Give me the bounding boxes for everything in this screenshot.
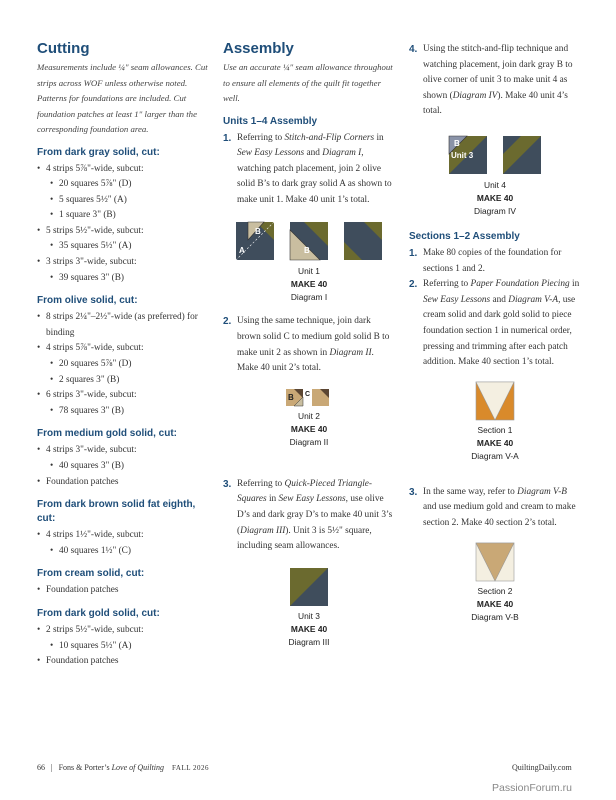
step-text: in bbox=[266, 494, 279, 505]
diagram-1-line3: Diagram I bbox=[290, 292, 328, 303]
step-ref: Sew Easy Lessons bbox=[237, 148, 305, 159]
cut-subitem: • 40 squares 1½" (C) bbox=[50, 544, 209, 560]
assembly-column bbox=[223, 40, 395, 649]
step-ref: Sew Easy Lessons bbox=[278, 494, 346, 505]
cut-item: • 4 strips 1½"-wide, subcut: bbox=[37, 528, 209, 544]
step-2-list bbox=[223, 314, 395, 376]
diagram-2 bbox=[223, 387, 395, 449]
step-text: in bbox=[569, 279, 580, 290]
cut-group-heading: From cream solid, cut: bbox=[37, 568, 145, 580]
step-ref: Diagram II bbox=[329, 347, 372, 358]
publication-name: Fons & Porter’s bbox=[58, 763, 112, 772]
step-number: 2. bbox=[223, 316, 232, 328]
diagram-5-art bbox=[475, 381, 515, 421]
step-text: Referring to bbox=[237, 478, 285, 489]
cut-group-heading: From dark brown solid fat eighth, cut: bbox=[37, 499, 196, 525]
label-b1: B bbox=[255, 227, 261, 237]
diagram-5-line1: Section 1 bbox=[477, 424, 513, 435]
cut-item: • 4 strips 3"-wide, subcut: bbox=[37, 443, 209, 459]
cut-item: • 5 strips 5½"-wide, subcut: bbox=[37, 224, 209, 240]
cutting-intro: Measurements include ¼" seam allowances. Cut strips across WOF unless otherwise noted. Patterns for foundations are included. Cut foundation patches at least 1" larger than the corresponding foundation area. bbox=[37, 62, 208, 134]
diagram-1 bbox=[223, 220, 395, 304]
cut-item: • Foundation patches bbox=[37, 654, 209, 670]
page-footer-left bbox=[37, 763, 209, 772]
diagram-3-art bbox=[289, 567, 329, 607]
step-4-list bbox=[409, 42, 581, 120]
cutting-title: Cutting bbox=[37, 40, 90, 57]
step-text: and bbox=[490, 294, 509, 305]
cut-list bbox=[37, 623, 209, 670]
diagram-6-line1: Section 2 bbox=[477, 585, 513, 596]
step-1 bbox=[223, 131, 395, 209]
sections-steps bbox=[409, 246, 581, 371]
step-ref: Paper Foundation Piecing bbox=[470, 279, 570, 290]
step-text: Referring to bbox=[423, 279, 471, 290]
diagram-6-art bbox=[475, 542, 515, 582]
diagram-3-line3: Diagram III bbox=[288, 636, 330, 647]
step-ref: Sew Easy Lessons bbox=[423, 294, 491, 305]
assembly-column-continued bbox=[409, 42, 581, 624]
diagram-2-line2: MAKE 40 bbox=[290, 423, 328, 434]
cut-item: • 8 strips 2¼"–2½"-wide (as preferred) for binding bbox=[37, 310, 209, 341]
cut-list bbox=[37, 528, 209, 559]
cut-group-heading: From medium gold solid, cut: bbox=[37, 428, 177, 440]
page-footer-right bbox=[512, 763, 572, 772]
step-text: in bbox=[374, 132, 384, 143]
cut-list bbox=[37, 583, 209, 599]
cut-list bbox=[37, 310, 209, 419]
step-text: Referring to bbox=[237, 132, 285, 143]
label-b: B bbox=[288, 392, 294, 402]
step-ref: Diagram III bbox=[240, 525, 286, 536]
step-3-list bbox=[223, 477, 395, 555]
diagram-6-line3: Diagram V-B bbox=[471, 611, 519, 622]
diagram-4 bbox=[409, 134, 581, 218]
diagram-6 bbox=[409, 542, 581, 624]
cut-group-heading: From dark gold solid, cut: bbox=[37, 607, 160, 619]
website-link[interactable]: QuiltingDaily.com bbox=[512, 763, 572, 772]
cut-subitem: • 5 squares 5½" (A) bbox=[50, 193, 209, 209]
page-number: 66 bbox=[37, 763, 45, 772]
cut-item: • 2 strips 5½"-wide, subcut: bbox=[37, 623, 209, 639]
step-number: 2. bbox=[409, 279, 418, 291]
issue-label: FALL 2026 bbox=[172, 764, 210, 772]
label-b2: B bbox=[304, 246, 310, 256]
section-step-3 bbox=[409, 485, 581, 532]
sections-heading: Sections 1–2 Assembly bbox=[409, 230, 520, 242]
diagram-1-line1: Unit 1 bbox=[298, 266, 320, 277]
cut-item: • 3 strips 3"-wide, subcut: bbox=[37, 255, 209, 271]
label-b: B bbox=[454, 138, 460, 148]
label-a: A bbox=[239, 246, 245, 256]
diagram-4-art bbox=[447, 134, 543, 176]
step-2 bbox=[223, 314, 395, 376]
diagram-1-art bbox=[234, 220, 384, 262]
label-unit-3: Unit 3 bbox=[451, 150, 474, 160]
step-ref: Diagram V-A bbox=[508, 294, 559, 305]
diagram-2-line3: Diagram II bbox=[289, 436, 329, 447]
diagram-3-line1: Unit 3 bbox=[298, 610, 320, 621]
cut-list bbox=[37, 162, 209, 287]
step-ref: Quick-Pieced Triangle-Squares bbox=[237, 478, 373, 505]
step-text: and bbox=[304, 148, 323, 159]
cut-item: • 6 strips 3"-wide, subcut: bbox=[37, 388, 209, 404]
step-text: , use olive D’s and dark gray D’s to make 40 unit 3’s ( bbox=[237, 494, 393, 536]
label-c: C bbox=[305, 390, 311, 398]
cut-item: • 4 strips 5⅞"-wide, subcut: bbox=[37, 341, 209, 357]
cut-subitem: • 78 squares 3" (B) bbox=[50, 404, 209, 420]
step-text: ). Unit 3 is 5½" square, including seam allowances. bbox=[237, 525, 372, 552]
cut-subitem: • 1 square 3" (B) bbox=[50, 208, 209, 224]
step-text: Using the same technique, join dark brown solid C to medium gold solid B to make unit 2 as shown in bbox=[237, 316, 390, 358]
cut-list bbox=[37, 443, 209, 490]
cut-group-heading: From dark gray solid, cut: bbox=[37, 146, 160, 158]
step-text: , watching patch placement, join 2 olive solid B’s to dark gray solid A as shown to make unit 1. Make 40 unit 1’s total. bbox=[237, 148, 392, 205]
cut-subitem: • 35 squares 5½" (A) bbox=[50, 239, 209, 255]
footer-divider: | bbox=[51, 763, 53, 772]
diagram-4-line3: Diagram IV bbox=[474, 205, 516, 216]
assembly-intro: Use an accurate ¼" seam allowance throughout to ensure all elements of the quilt fit together well. bbox=[223, 62, 393, 103]
diagram-1-line2: MAKE 40 bbox=[290, 279, 328, 290]
publication-title: Love of Quilting bbox=[111, 763, 165, 772]
step-number: 3. bbox=[409, 486, 418, 498]
cut-item: • Foundation patches bbox=[37, 475, 209, 491]
step-ref: Diagram IV bbox=[452, 90, 498, 101]
step-text: . Make 40 unit 2’s total. bbox=[237, 347, 374, 374]
diagram-3-line2: MAKE 40 bbox=[290, 623, 328, 634]
step-text: and use medium gold and cream to make section 2. Make 40 section 2’s total. bbox=[423, 502, 576, 528]
step-text: , use cream solid and dark gold solid to piece foundation section 1 in numerical order, pressing and trimming after each patch addition. Make 40 section 1’s total. bbox=[423, 294, 576, 368]
units-steps bbox=[223, 131, 395, 209]
diagram-5-line2: MAKE 40 bbox=[476, 437, 514, 448]
diagram-4-line2: MAKE 40 bbox=[476, 192, 514, 203]
cut-subitem: • 20 squares 5⅞" (D) bbox=[50, 357, 209, 373]
section-step-2 bbox=[409, 277, 581, 371]
diagram-5-line3: Diagram V-A bbox=[471, 450, 519, 461]
step-text: In the same way, refer to bbox=[423, 486, 518, 497]
units-heading: Units 1–4 Assembly bbox=[223, 115, 318, 127]
cut-subitem: • 10 squares 5½" (A) bbox=[50, 639, 209, 655]
step-text: Using the stitch-and-flip technique and watching placement, join dark gray B to olive corner of unit 3 to make unit 4 as shown ( bbox=[423, 44, 573, 101]
step-ref: Diagram V-B bbox=[517, 486, 567, 497]
cut-group-heading: From olive solid, cut: bbox=[37, 295, 138, 307]
cut-subitem: • 20 squares 5⅞" (D) bbox=[50, 177, 209, 193]
step-3 bbox=[223, 477, 395, 555]
step-number: 4. bbox=[409, 44, 418, 55]
cut-item: • Foundation patches bbox=[37, 583, 209, 599]
step-ref: Stitch-and-Flip Corners bbox=[284, 132, 375, 143]
cut-subitem: • 40 squares 3" (B) bbox=[50, 459, 209, 475]
diagram-2-art bbox=[284, 387, 334, 407]
section-step-3-list bbox=[409, 485, 581, 532]
diagram-6-line2: MAKE 40 bbox=[476, 598, 514, 609]
cut-subitem: • 2 squares 3" (B) bbox=[50, 373, 209, 389]
step-4 bbox=[409, 42, 581, 120]
cut-item: • 4 strips 5⅞"-wide, subcut: bbox=[37, 162, 209, 178]
step-number: 1. bbox=[409, 247, 418, 259]
assembly-title: Assembly bbox=[223, 40, 294, 57]
cutting-column bbox=[37, 40, 209, 670]
step-text: ). Make 40 unit 4’s total. bbox=[423, 90, 568, 117]
cutting-groups bbox=[37, 146, 209, 670]
step-text: Make 80 copies of the foundation for sections 1 and 2. bbox=[423, 247, 562, 274]
diagram-4-line1: Unit 4 bbox=[484, 179, 506, 190]
section-step-1 bbox=[409, 246, 581, 277]
diagram-2-line1: Unit 2 bbox=[298, 410, 320, 421]
step-number: 3. bbox=[223, 478, 232, 490]
step-ref: Diagram I bbox=[322, 148, 362, 159]
step-number: 1. bbox=[223, 132, 232, 144]
diagram-3 bbox=[223, 567, 395, 649]
watermark: PassionForum.ru bbox=[492, 782, 572, 794]
diagram-5 bbox=[409, 381, 581, 463]
cut-subitem: • 39 squares 3" (B) bbox=[50, 271, 209, 287]
